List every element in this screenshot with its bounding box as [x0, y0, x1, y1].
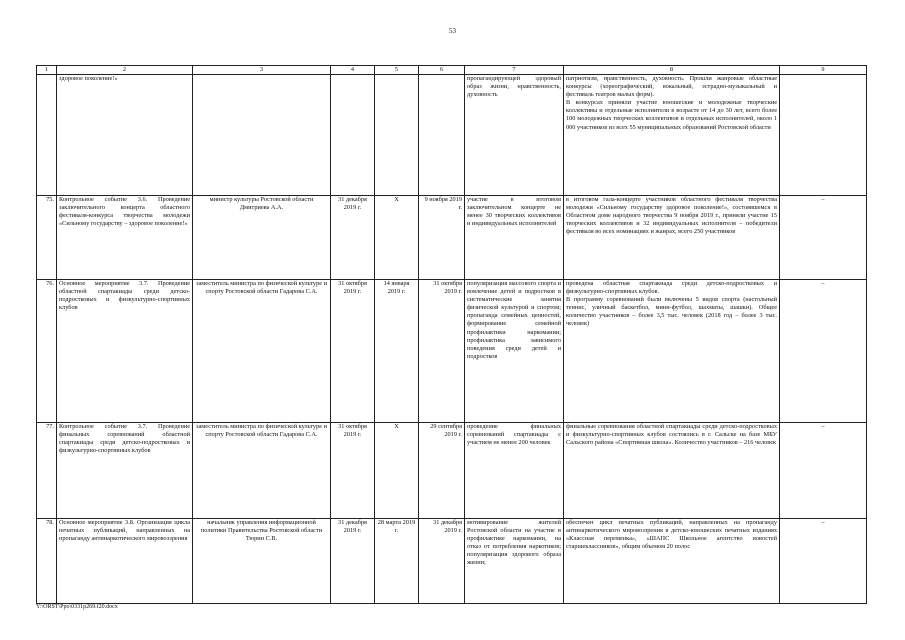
row-number: 78.: [37, 519, 57, 604]
cell-paragraph: проведена областная спартакиада среди детско-подростковых и физкультурно-спортивных клубов.: [566, 280, 777, 296]
actual-date: 31 октября 2019 г.: [419, 280, 465, 423]
column-header: 6: [419, 66, 465, 75]
table-row: [37, 196, 867, 280]
actual-date: 9 ноября 2019 г.: [419, 196, 465, 280]
column-header: 8: [564, 66, 780, 75]
expected-result: популяризация массового спорта и вовлечение детей и подростков в систематические занятия физической культурой и спортом; пропаганда семейных ценностей, формирование семейной профилактики наркомании; профилактика зависимого поведения среди детей и подростков: [465, 280, 564, 423]
cell-paragraph: В программу соревнований были включены 5 видов спорта (настольный теннис, уличный баскетбол, мини-футбол, шахматы, шашки). Общее количество участников – более 3,5 тыс. человек (2018 год – более 3 тыс. человек): [566, 296, 777, 328]
column-header: 7: [465, 66, 564, 75]
note: [780, 75, 867, 196]
cell-paragraph: В конкурсах приняли участие юношеские и молодежные творческие коллективы и отдельные исполнители в возрасте от 14 до 30 лет, всего более 100 молодежных творческих коллективов и отдельных исполнителей, около 1 000 участников из всех 55 муниципальных образований Ростовской области: [566, 99, 777, 131]
note: –: [780, 519, 867, 604]
footer-file-path: Y:\ORST\Ppo\0331p269.f20.docx: [36, 604, 118, 610]
expected-result: участие в итоговом заключительном концерте не менее 30 творческих коллективов и индивидуальных исполнителей: [465, 196, 564, 280]
row-number: [37, 75, 57, 196]
expected-result: мотивирование жителей Ростовской области на участие в профилактике наркомании, на отказ от потребления наркотиков; популяризация здорового образа жизни;: [465, 519, 564, 604]
note: –: [780, 196, 867, 280]
responsible: заместитель министра по физической культуре и спорту Ростовской области Гадарова С.А.: [193, 423, 331, 519]
note: –: [780, 423, 867, 519]
expected-result: пропагандирующей здоровый образ жизни, нравственность, духовность: [465, 75, 564, 196]
column-header: 5: [375, 66, 419, 75]
event-name: Контрольное событие 3.7. Проведение финальных соревнований областной спартакиады среди детско-подростковых и физкультурно-спортивных клубов: [57, 423, 193, 519]
actual-date: 31 декабря 2019 г.: [419, 519, 465, 604]
planned-date: 31 декабря 2019 г.: [331, 519, 375, 604]
event-name: Основное мероприятие 3.7. Проведение областной спартакиады среди детско-подростковых и физкультурно-спортивных клубов: [57, 280, 193, 423]
row-number: 75.: [37, 196, 57, 280]
planned-date: 31 октября 2019 г.: [331, 423, 375, 519]
actual-result: [564, 75, 780, 196]
column-header: 3: [193, 66, 331, 75]
cell-paragraph: патриотизм, нравственность, духовность. Прошли жанровые областные конкурсы (хореографический, вокальный, эстрадно-музыкальный и фестиваль театров малых форм).: [566, 75, 777, 99]
table-row: [37, 423, 867, 519]
expected-result: проведение финальных соревнований спартакиады с участием не менее 200 человек: [465, 423, 564, 519]
column-header: 2: [57, 66, 193, 75]
responsible: министр культуры Ростовской области Дмитриева А.А.: [193, 196, 331, 280]
responsible: начальник управления информационной политики Правительства Ростовской области Тюрин С.В.: [193, 519, 331, 604]
planned-date: 31 октября 2019 г.: [331, 280, 375, 423]
expected-date: Х: [375, 423, 419, 519]
row-number: 76.: [37, 280, 57, 423]
event-name: здоровое поколение!»: [57, 75, 193, 196]
actual-result: [564, 280, 780, 423]
expected-date: [375, 75, 419, 196]
planned-date: [331, 75, 375, 196]
table-row: [37, 280, 867, 423]
actual-date: [419, 75, 465, 196]
actual-result: в итоговом гала-концерте участников областного фестиваля творчества молодежи «Сильному государству здоровое поколение!», состоявшемся в Областном доме народного творчества 9 ноября 2019 г., приняли участие 15 творческих коллективов и 32 индивидуальных исполнителя – победители фестиваля во всех номинациях и жанрах, всего 250 участников: [564, 196, 780, 280]
expected-date: 28 марта 2019 г.: [375, 519, 419, 604]
page-number: 53: [449, 27, 456, 35]
column-header: 1: [37, 66, 57, 75]
event-name: Контрольное событие 3.6. Проведение заключительного концерта областного фестиваля-конкурса творчества молодежи «Сильному государству – здоровое поколение!»: [57, 196, 193, 280]
expected-date: Х: [375, 196, 419, 280]
row-number: 77.: [37, 423, 57, 519]
column-header: 4: [331, 66, 375, 75]
actual-result: финальные соревнования областной спартакиады среди детско-подростковых и физкультурно-спортивных клубов состоялись в г. Сальске на базе МБУ Сальского района «Спортивная школа». Количество участников – 216 человек: [564, 423, 780, 519]
report-table: [36, 65, 867, 604]
responsible: [193, 75, 331, 196]
responsible: заместитель министра по физической культуре и спорту Ростовской области Гадарова С.А.: [193, 280, 331, 423]
expected-date: 14 января 2019 г.: [375, 280, 419, 423]
planned-date: 31 декабря 2019 г.: [331, 196, 375, 280]
note: –: [780, 280, 867, 423]
table-row: [37, 75, 867, 196]
column-header: 9: [780, 66, 867, 75]
table-row: [37, 519, 867, 604]
actual-result: обеспечен цикл печатных публикаций, направленных на пропаганду антинаркотического мировоззрения в детско-юношеских печатных изданиях «Классная переменка», «ШАПС Школьное агентство новостей старшеклассников», общим объемом 20 полос: [564, 519, 780, 604]
event-name: Основное мероприятие 3.8. Организация цикла печатных публикаций, направленных на пропаганду антинаркотического мировоззрения: [57, 519, 193, 604]
actual-date: 29 сентября 2019 г.: [419, 423, 465, 519]
header-row: [37, 66, 867, 75]
